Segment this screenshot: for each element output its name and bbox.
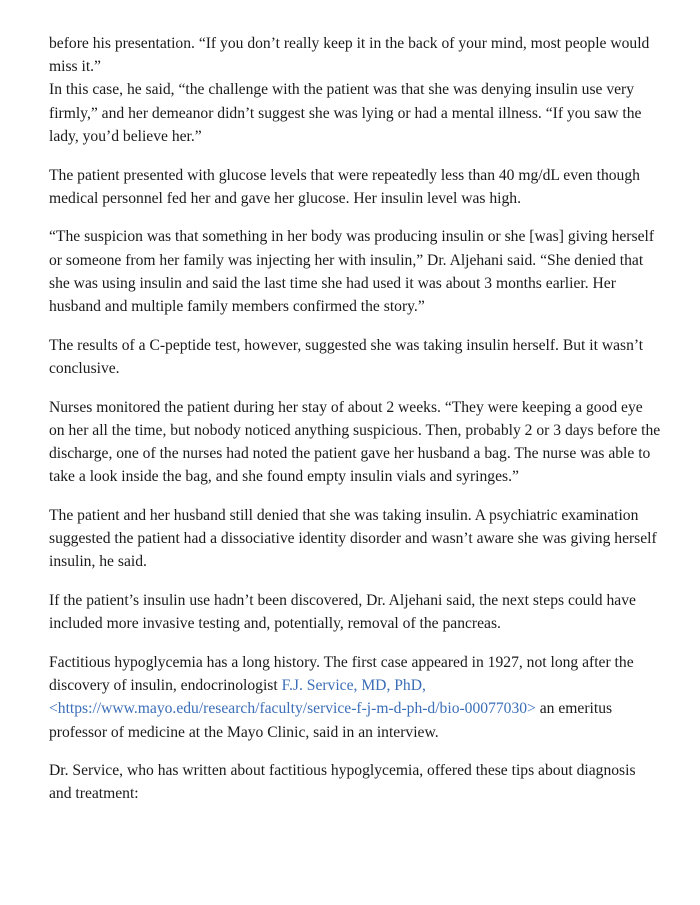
paragraph-c-peptide: The results of a C-peptide test, however, suggested she was taking insulin herself. But it wasn’t conclusive.: [49, 336, 644, 377]
article-body: [49, 32, 661, 821]
paragraph-next-steps: If the patient’s insulin use hadn’t been discovered, Dr. Aljehani said, the next steps could have included more invasive testing and, potentially, removal of the pancreas.: [49, 592, 636, 633]
paragraph-presentation-quote: before his presentation. “If you don’t really keep it in the back of your mind, most people would miss it.”: [49, 35, 650, 76]
paragraph-nurses: Nurses monitored the patient during her stay of about 2 weeks. “They were keeping a good eye on her all the time, but nobody noticed anything suspicious. Then, probably 2 or 3 days before the discharge, one of the nurses had noted the patient gave her husband a bag. The nurse was able to take a look inside the bag, and she found empty insulin vials and syringes.”: [49, 398, 661, 486]
history-text-before: Factitious hypoglycemia has a long history. The first case appeared in 1927, not long after the discovery of insulin, endocrinologist: [49, 653, 634, 695]
history-text-after: an emeritus professor of medicine at the Mayo Clinic, said in an interview.: [49, 700, 613, 741]
paragraph-glucose-levels: The patient presented with glucose levels that were repeatedly less than 40 mg/dL even though medical personnel fed her and gave her glucose. Her insulin level was high.: [49, 166, 640, 207]
paragraph-psychiatric: The patient and her husband still denied that she was taking insulin. A psychiatric examination suggested the patient had a dissociative identity disorder and wasn’t aware she was giving herself insulin, he said.: [49, 506, 657, 571]
service-profile-link[interactable]: F.J. Service, MD, PhD, <https://www.mayo.edu/research/faculty/service-f-j-m-d-ph-d/bio-00077030>: [49, 677, 536, 718]
paragraph-denying-insulin: In this case, he said, “the challenge with the patient was that she was denying insulin use very firmly,” and her demeanor didn’t suggest she was lying or had a mental illness. “If you saw the lady, you’d believe her.”: [49, 81, 642, 145]
paragraph-suspicion: “The suspicion was that something in her body was producing insulin or she [was] giving herself or someone from her family was injecting her with insulin,” Dr. Aljehani said. “She denied that she was using insulin and said the last time she had used it was about 3 months earlier. Her husband and multiple family members confirmed the story.”: [49, 228, 655, 316]
paragraph-tips-intro: Dr. Service, who has written about factitious hypoglycemia, offered these tips about diagnosis and treatment:: [49, 762, 636, 803]
paragraph-history: [49, 651, 661, 744]
